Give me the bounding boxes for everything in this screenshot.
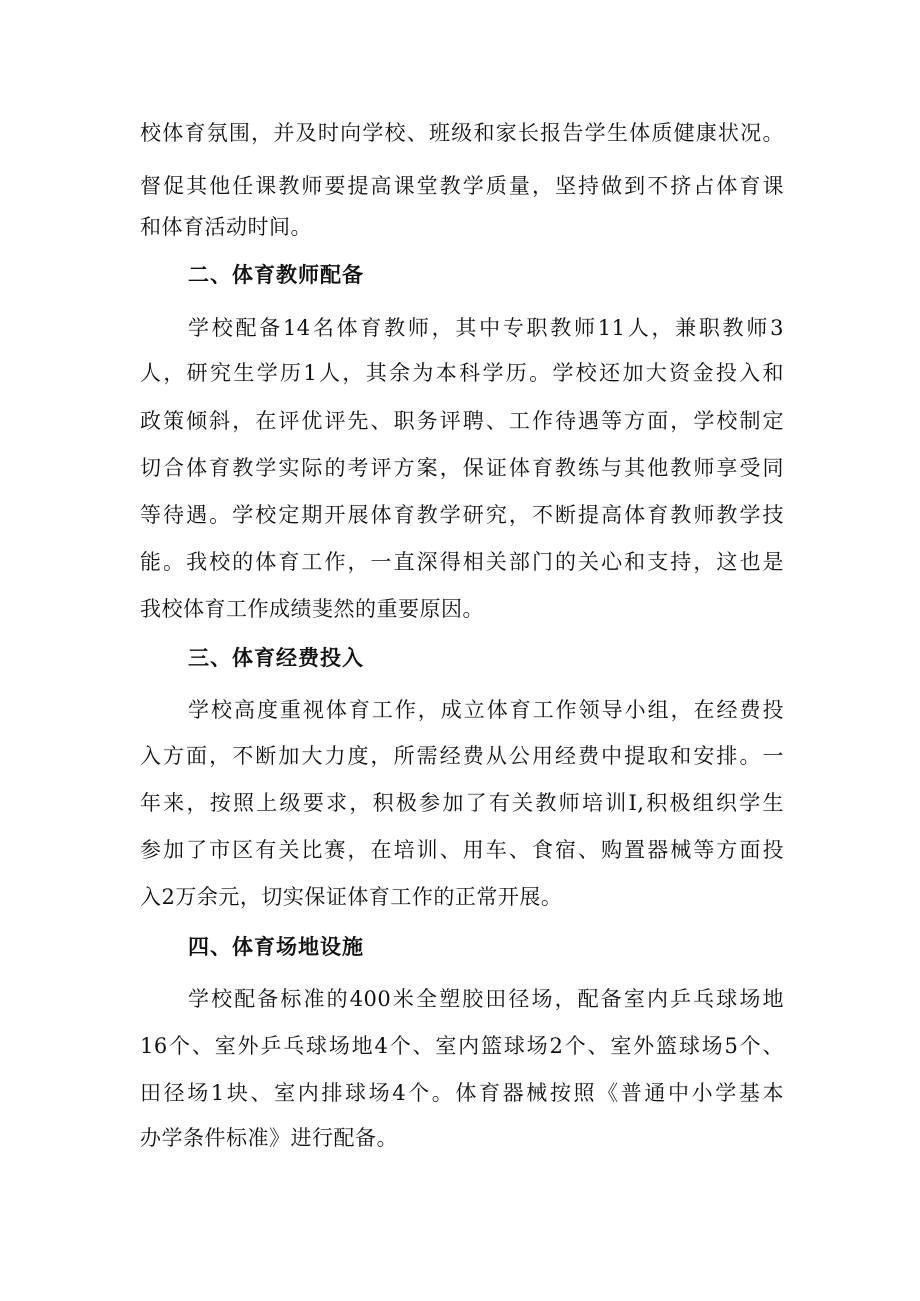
section-heading-teachers: 二、体育教师配备 [188,263,364,287]
section-heading-funding: 三、体育经费投入 [188,646,364,670]
paragraph-line: 田径场1块、室内排球场4个。体育器械按照《普通中小学基本 [140,1081,784,1105]
intro-line: 和体育活动时间。 [140,215,312,239]
intro-line: 校体育氛围，并及时向学校、班级和家长报告学生体质健康状况。 [140,121,784,145]
paragraph-line: 切合体育教学实际的考评方案，保证体育教练与其他教师享受同 [140,456,784,480]
paragraph-line: 办学条件标准》进行配备。 [140,1126,398,1150]
paragraph-line: 我校体育工作成绩斐然的重要原因。 [140,597,484,621]
intro-line: 督促其他任课教师要提高课堂教学质量，坚持做到不挤占体育课 [140,174,784,198]
paragraph-line: 参加了市区有关比赛，在培训、用车、食宿、购置器械等方面投 [140,838,784,862]
paragraph-line: 能。我校的体育工作，一直深得相关部门的关心和支持，这也是 [140,550,784,574]
paragraph-line: 入2万余元，切实保证体育工作的正常开展。 [140,885,563,909]
paragraph-line: 16个、室外乒乓球场地4个、室内篮球场2个、室外篮球场5个、 [140,1034,784,1058]
paragraph-line: 政策倾斜，在评优评先、职务评聘、工作待遇等方面，学校制定 [140,409,784,433]
paragraph-line: 人，研究生学历1人，其余为本科学历。学校还加大资金投入和 [140,361,784,385]
paragraph-line: 年来，按照上级要求，积极参加了有关教师培训I,积极组织学生 [140,791,784,815]
paragraph-line: 等待遇。学校定期开展体育教学研究，不断提高体育教师教学技 [140,503,784,527]
paragraph-line: 学校高度重视体育工作，成立体育工作领导小组，在经费投 [188,698,784,722]
paragraph-line: 学校配备14名体育教师，其中专职教师11人，兼职教师3 [188,316,784,340]
paragraph-line: 学校配备标准的400米全塑胶田径场，配备室内乒乓球场地 [188,987,784,1011]
paragraph-line: 入方面，不断加大力度，所需经费从公用经费中提取和安排。一 [140,744,784,768]
section-heading-facilities: 四、体育场地设施 [188,935,364,959]
